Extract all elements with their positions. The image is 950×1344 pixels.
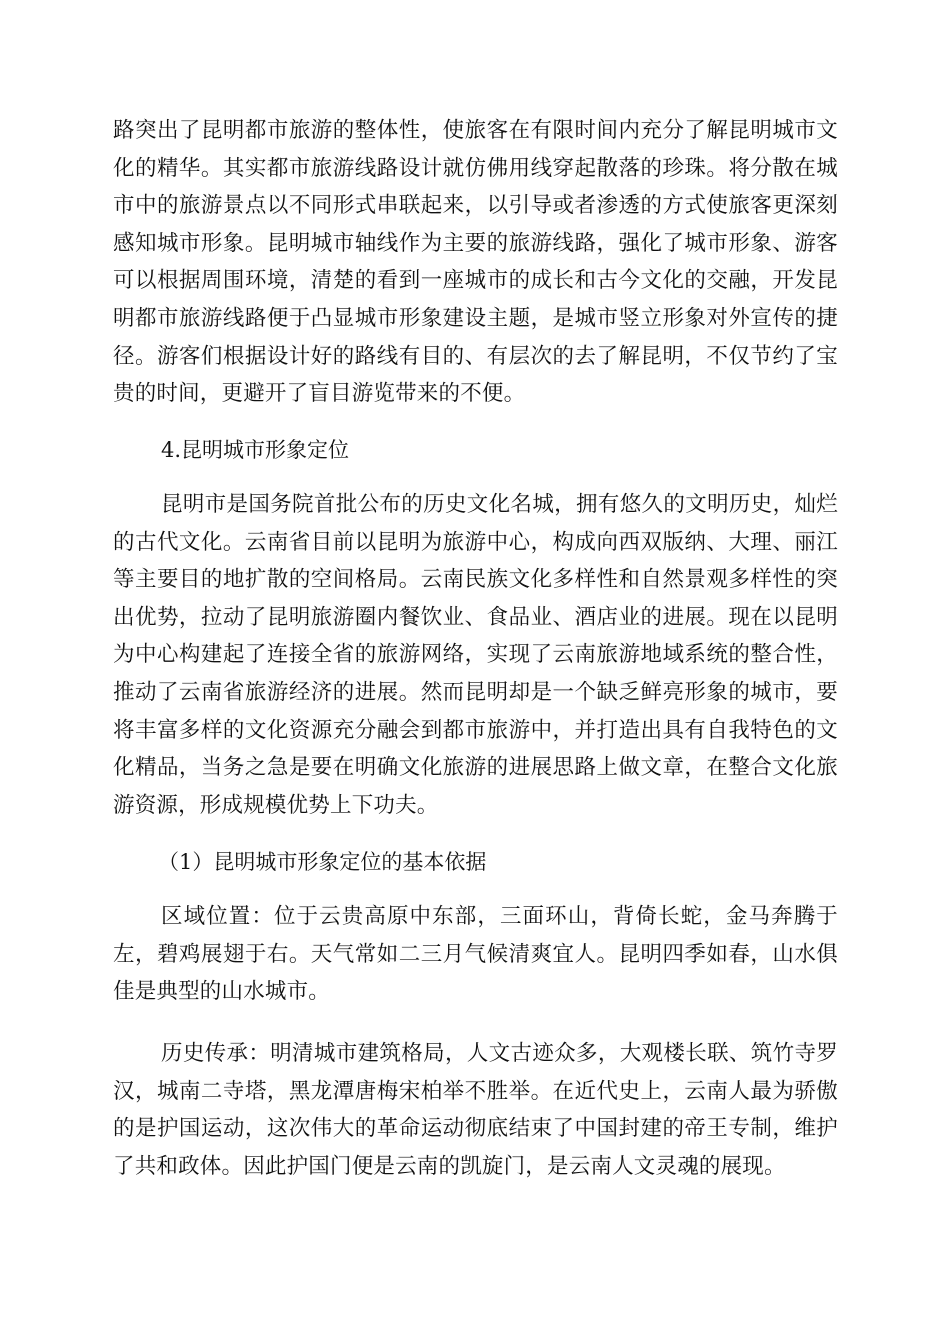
body-paragraph-2: 昆明市是国务院首批公布的历史文化名城，拥有悠久的文明历史，灿烂的古代文化。云南省目前以昆明为旅游中心，构成向西双版纳、大理、丽江等主要目的地扩散的空间格局。云南民族文化多样性和自然景观多样性的突出优势，拉动了昆明旅游圈内餐饮业、食品业、酒店业的进展。现在以昆明为中心构建起了连接全省的旅游网络，实现了云南旅游地域系统的整合性，推动了云南省旅游经济的进展。然而昆明却是一个缺乏鲜亮形象的城市，要将丰富多样的文化资源充分融会到都市旅游中，并打造出具有自我特色的文化精品，当务之急是要在明确文化旅游的进展思路上做文章，在整合文化旅游资源，形成规模优势上下功夫。 — [113, 492, 838, 818]
subsection-heading-1: （1）昆明城市形象定位的基本依据 — [158, 850, 487, 874]
body-paragraph-3: 区域位置：位于云贵高原中东部，三面环山，背倚长蛇，金马奔腾于左，碧鸡展翅于右。天气常如二三月气候清爽宜人。昆明四季如春，山水俱佳是典型的山水城市。 — [113, 904, 838, 1005]
section-heading-4: 4.昆明城市形象定位 — [161, 438, 350, 462]
body-paragraph-1: 路突出了昆明都市旅游的整体性，使旅客在有限时间内充分了解昆明城市文化的精华。其实都市旅游线路设计就仿佛用线穿起散落的珍珠。将分散在城市中的旅游景点以不同形式串联起来，以引导或者渗透的方式使旅客更深刻感知城市形象。昆明城市轴线作为主要的旅游线路，强化了城市形象、游客可以根据周围环境，清楚的看到一座城市的成长和古今文化的交融，开发昆明都市旅游线路便于凸显城市形象建设主题，是城市竖立形象对外宣传的捷径。游客们根据设计好的路线有目的、有层次的去了解昆明，不仅节约了宝贵的时间，更避开了盲目游览带来的不便。 — [113, 118, 838, 407]
body-paragraph-4: 历史传承：明清城市建筑格局，人文古迹众多，大观楼长联、筑竹寺罗汉，城南二寺塔，黑龙潭唐梅宋柏举不胜举。在近代史上，云南人最为骄傲的是护国运动，这次伟大的革命运动彻底结束了中国封建的帝王专制，维护了共和政体。因此护国门便是云南的凯旋门，是云南人文灵魂的展现。 — [113, 1041, 838, 1179]
